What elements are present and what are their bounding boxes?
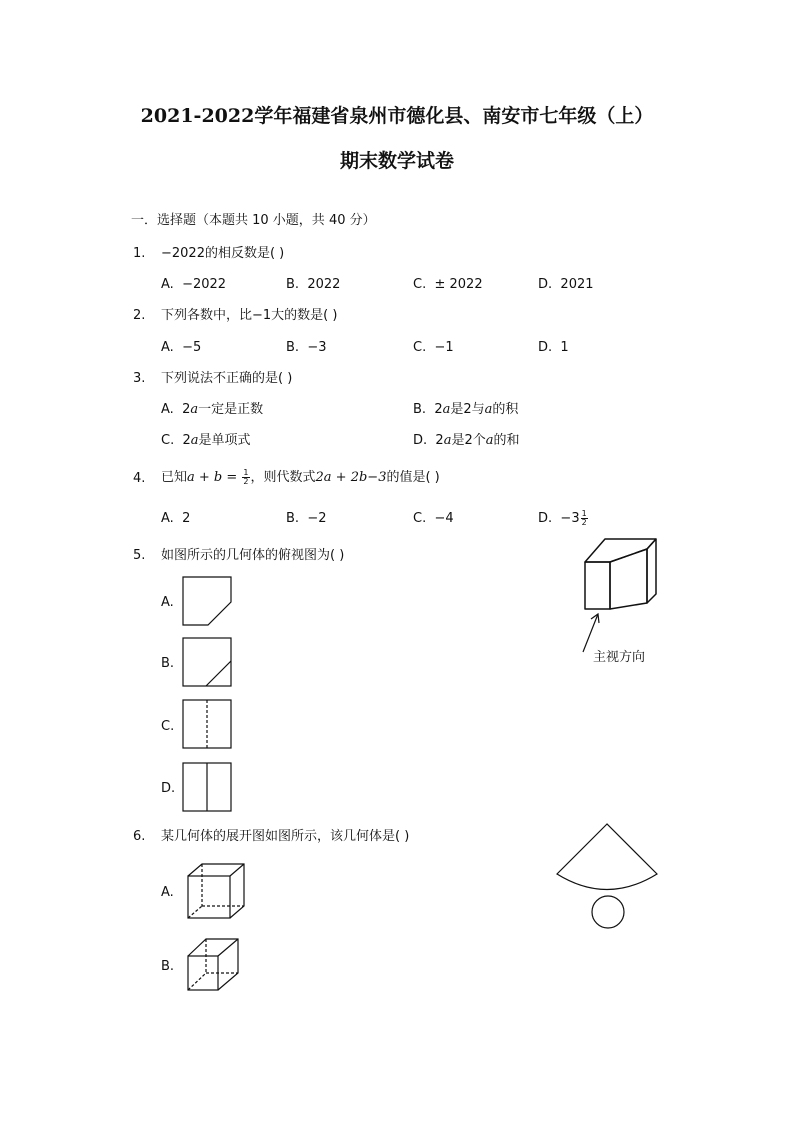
option-b: B. −3 bbox=[286, 340, 327, 355]
option-b: B. 2022 bbox=[286, 277, 341, 292]
question-number: 1. bbox=[133, 246, 146, 261]
option-a: A. −2022 bbox=[161, 277, 227, 292]
option-d: D. 2a是2个a的和 bbox=[413, 433, 520, 448]
question-number: 4. bbox=[133, 471, 146, 486]
option-c: C. ± 2022 bbox=[413, 277, 483, 292]
option-d: D. bbox=[161, 781, 176, 796]
question-stem: 下列各数中，比−1大的数是( ) bbox=[161, 308, 338, 323]
solid-side-face bbox=[647, 539, 656, 603]
option-b: B. −2 bbox=[286, 511, 327, 526]
option-a-cube-figure bbox=[185, 862, 249, 922]
question-stem: 如图所示的几何体的俯视图为( ) bbox=[161, 548, 345, 563]
fraction-one-half: $\frac{1}{2}$ bbox=[243, 468, 249, 486]
option-a: A. 2a一定是正数 bbox=[161, 402, 264, 417]
option-d: D. 2021 bbox=[538, 277, 594, 292]
solid-slanted-face bbox=[610, 549, 647, 609]
option-d: D. −3 $\frac{1}{2}$ bbox=[538, 509, 587, 527]
question-number: 3. bbox=[133, 371, 146, 386]
option-d-figure bbox=[182, 762, 234, 814]
question-stem: −2022的相反数是( ) bbox=[161, 246, 285, 261]
option-a: A. −5 bbox=[161, 340, 202, 355]
circle-shape bbox=[592, 896, 624, 928]
option-b: B. 2a是2与a的积 bbox=[413, 402, 519, 417]
solid-figure bbox=[570, 532, 670, 612]
option-b: B. bbox=[161, 656, 175, 671]
option-a: A. bbox=[161, 885, 174, 900]
question-stem: 已知a + b = $\frac{1}{2}$ ，则代数式2a + 2b−3的值是( ) bbox=[161, 468, 440, 486]
question-number: 5. bbox=[133, 548, 146, 563]
solid-front-face bbox=[585, 562, 610, 609]
option-a: A. 2 bbox=[161, 511, 191, 526]
option-b-prism-figure bbox=[185, 936, 243, 994]
document-title-line2: 期末数学试卷 bbox=[339, 150, 454, 172]
option-a: A. bbox=[161, 595, 174, 610]
view-direction-arrow bbox=[578, 610, 608, 655]
question-stem: 下列说法不正确的是( ) bbox=[161, 371, 293, 386]
option-c: C. −4 bbox=[413, 511, 454, 526]
question-stem: 某几何体的展开图如图所示，该几何体是( ) bbox=[161, 829, 410, 844]
option-b: B. bbox=[161, 959, 175, 974]
option-c: C. 2a是单项式 bbox=[161, 433, 251, 448]
view-direction-label: 主视方向 bbox=[593, 650, 646, 665]
document-title-line1: 2021-2022学年福建省泉州市德化县、南安市七年级（上） bbox=[140, 105, 654, 127]
question-number: 6. bbox=[133, 829, 146, 844]
section-heading: 一．选择题（本题共 10 小题，共 40 分） bbox=[131, 213, 376, 228]
option-c: C. bbox=[161, 719, 175, 734]
option-d: D. 1 bbox=[538, 340, 569, 355]
net-figure bbox=[554, 822, 660, 930]
question-number: 2. bbox=[133, 308, 146, 323]
fraction-one-half: $\frac{1}{2}$ bbox=[581, 509, 587, 527]
option-a-figure bbox=[182, 576, 234, 628]
sector-shape bbox=[557, 824, 657, 890]
option-b-figure bbox=[182, 637, 234, 689]
option-c-figure bbox=[182, 699, 234, 751]
option-c: C. −1 bbox=[413, 340, 454, 355]
